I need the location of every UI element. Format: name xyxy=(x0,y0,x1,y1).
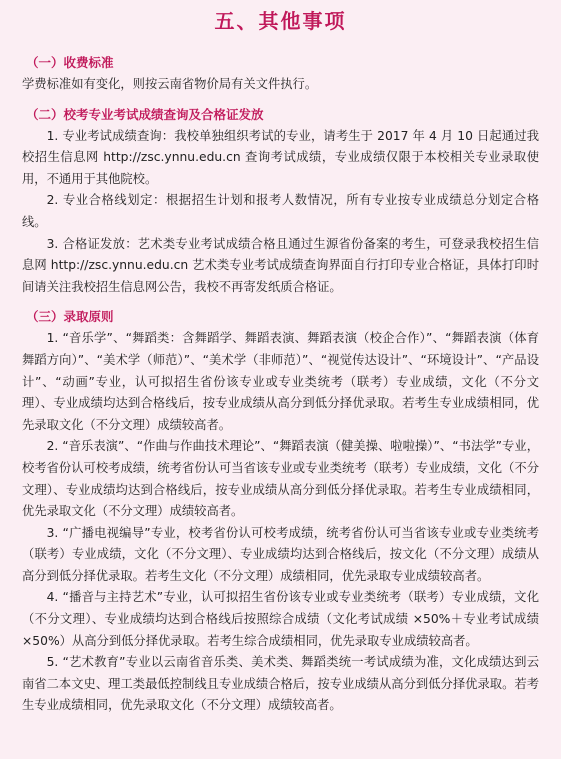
section-fees xyxy=(22,54,539,96)
paragraph: 2. “音乐表演”、“作曲与作曲技术理论”、“舞蹈表演（健美操、啦啦操）”、“书法学”专业，校考省份认可校考成绩，统考省份认可当省该专业或专业类统考（联考）专业成绩，文化（不分文理）、专业成绩均达到合格线后，按专业成绩从高分到低分择优录取。若考生专业成绩相同，优先录取文化（不分文理）成绩较高者。 xyxy=(22,439,539,519)
section-score-inquiry xyxy=(22,106,539,299)
paragraph: 2. 专业合格线划定：根据招生计划和报考人数情况，所有专业按专业成绩总分划定合格线。 xyxy=(22,193,539,229)
section-heading: （二）校考专业考试成绩查询及合格证发放 xyxy=(26,106,264,122)
paragraph: 学费标准如有变化，则按云南省物价局有关文件执行。 xyxy=(22,77,318,91)
page-title: 五、其他事项 xyxy=(214,9,347,33)
paragraph: 4. “播音与主持艺术”专业，认可拟招生省份该专业或专业类统考（联考）专业成绩，文化（不分文理）、专业成绩均达到合格线后按照综合成绩（文化考试成绩 ×50%＋专业考试成绩 ×50%）从高分到低分择优录取。若考生综合成绩相同，优先录取专业成绩较高者。 xyxy=(22,590,539,648)
section-heading: （一）收费标准 xyxy=(26,55,114,70)
paragraph: 5. “艺术教育”专业以云南省音乐类、美术类、舞蹈类统一考试成绩为准，文化成绩达到云南省二本文史、理工类最低控制线且专业成绩合格后，按专业成绩从高分到低分择优录取。若考生专业成绩相同，优先录取文化（不分文理）成绩较高者。 xyxy=(22,655,539,713)
paragraph: 1. “音乐学”、“舞蹈类：含舞蹈学、舞蹈表演、舞蹈表演（校企合作）”、“舞蹈表演（体育舞蹈方向）”、“美术学（师范）”、“美术学（非师范）”、“视觉传达设计”、“环境设计”、“产品设计”、“动画”专业，认可拟招生省份该专业或专业类统考（联考）专业成绩，文化（不分文理）、专业成绩均达到合格线后，按专业成绩从高分到低分择优录取。若考生专业成绩相同，优先录取文化（不分文理）成绩较高者。 xyxy=(22,331,539,432)
paragraph: 3. “广播电视编导”专业，校考省份认可校考成绩，统考省份认可当省该专业或专业类统考（联考）专业成绩，文化（不分文理）、专业成绩均达到合格线后，按文化（不分文理）成绩从高分到低分择优录取。若考生文化（不分文理）成绩相同，优先录取专业成绩较高者。 xyxy=(22,525,539,583)
section-heading: （三）录取原则 xyxy=(26,309,114,325)
section-admission-principles xyxy=(22,308,539,717)
paragraph: 3. 合格证发放：艺术类专业考试成绩合格且通过生源省份备案的考生，可登录我校招生信息网 http://zsc.ynnu.edu.cn 艺术类专业考试成绩查询界面自行打印专业合格证，具体打印时间请关注我校招生信息网公告，我校不再寄发纸质合格证。 xyxy=(22,236,539,294)
paragraph: 1. 专业考试成绩查询：我校单独组织考试的专业，请考生于 2017 年 4 月 10 日起通过我校招生信息网 http://zsc.ynnu.edu.cn 查询考试成绩，专业成绩仅限于本校相关专业录取使用，不通用于其他院校。 xyxy=(22,128,539,186)
